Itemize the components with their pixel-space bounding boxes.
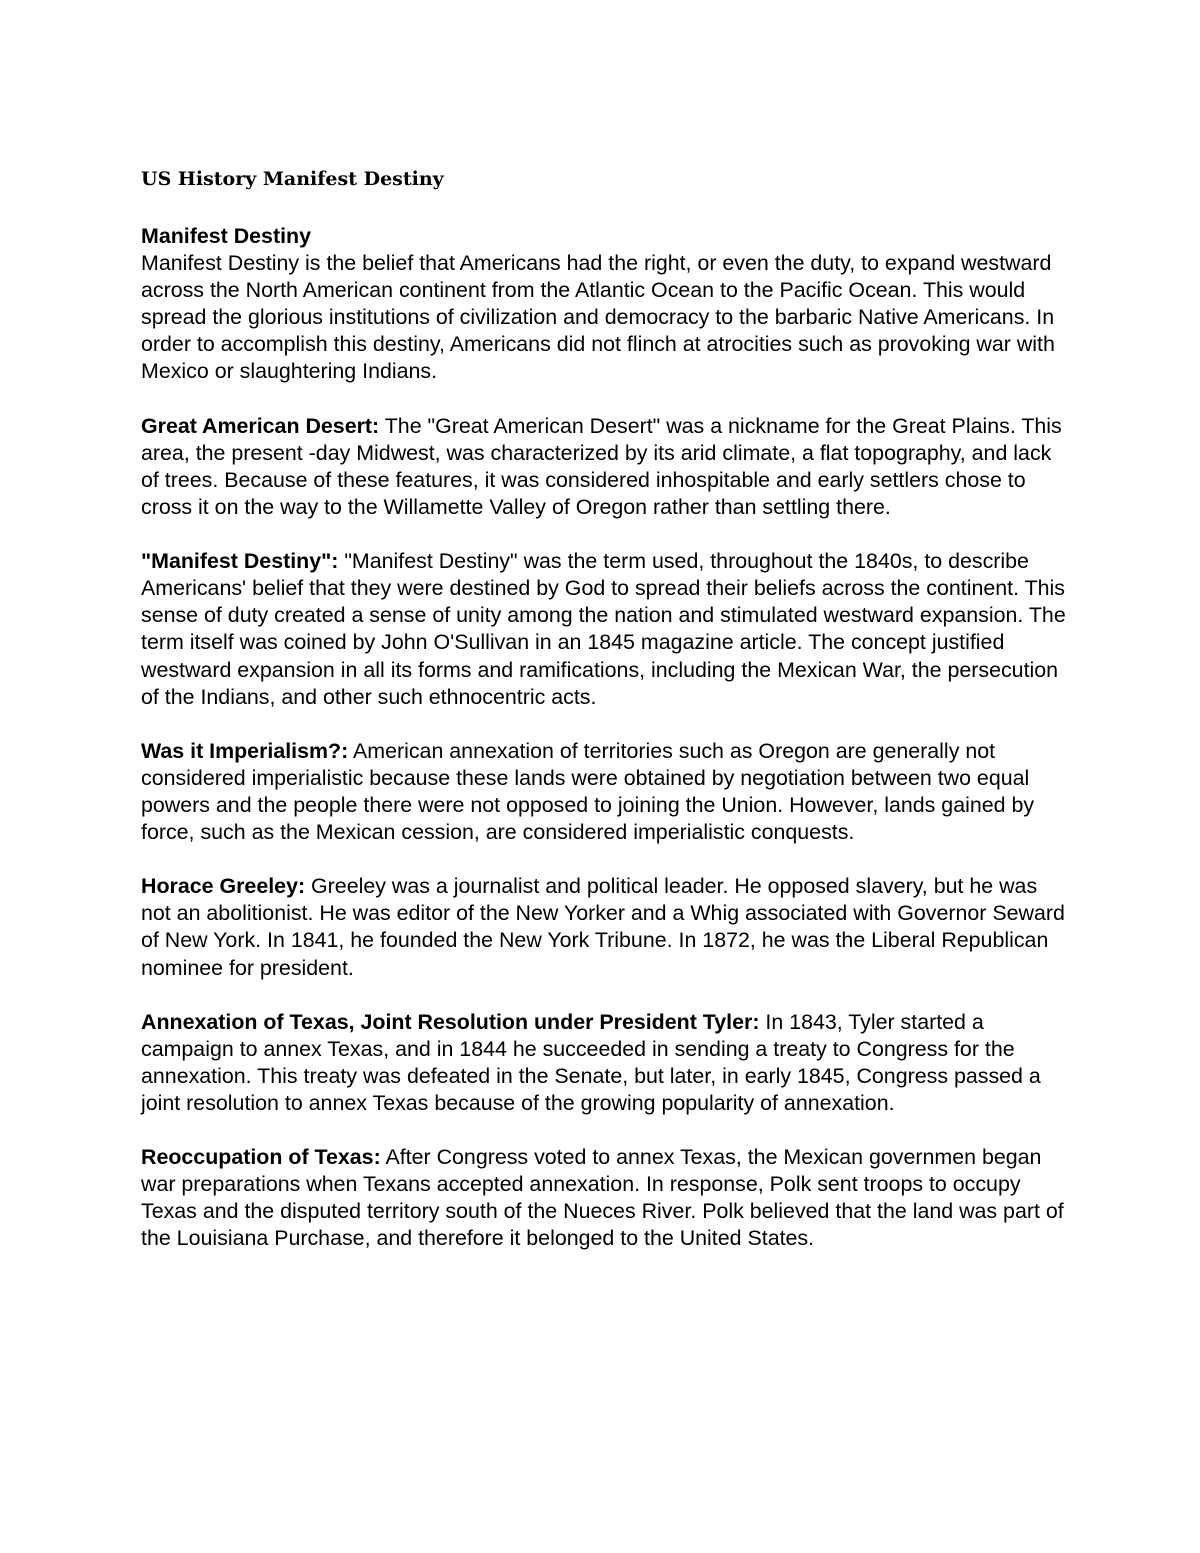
entry-term: Reoccupation of Texas: bbox=[141, 1145, 381, 1170]
entry-term: Horace Greeley: bbox=[141, 874, 306, 899]
entry-term: Annexation of Texas, Joint Resolution under President Tyler: bbox=[141, 1009, 760, 1034]
entry-term: "Manifest Destiny": bbox=[141, 549, 339, 574]
entry-text: Greeley was a journalist and political leader. He opposed slavery, but he was not an abolitionist. He was editor of the New Yorker and a Whig associated with Governor Seward of New York. In 1841, he founded the New York Tribune. In 1872, he was the Liberal Republican nominee for president. bbox=[141, 874, 1065, 980]
entry-paragraph bbox=[141, 1144, 1066, 1252]
intro-heading: Manifest Destiny bbox=[141, 224, 311, 248]
entry-paragraph bbox=[141, 1009, 1066, 1117]
entry-manifest-destiny-term bbox=[141, 548, 1066, 711]
intro-paragraph: Manifest Destiny is the belief that Americans had the right, or even the duty, to expand westward across the North American continent from the Atlantic Ocean to the Pacific Ocean. This would spread the glorious institutions of civilization and democracy to the barbaric Native Americans. In order to accomplish this destiny, Americans did not flinch at atrocities such as provoking war with Mexico or slaughtering Indians. bbox=[141, 251, 1055, 384]
intro-section bbox=[141, 223, 1066, 386]
entry-annexation-of-texas bbox=[141, 1009, 1066, 1117]
entry-reoccupation-of-texas bbox=[141, 1144, 1066, 1252]
entry-horace-greeley bbox=[141, 873, 1066, 981]
entry-text: After Congress voted to annex Texas, the Mexican governmen began war preparations when Texans accepted annexation. In response, Polk sent troops to occupy Texas and the disputed territory south of the Nueces River. Polk believed that the land was part of the Louisiana Purchase, and therefore it belonged to the United States. bbox=[141, 1145, 1064, 1251]
entry-paragraph bbox=[141, 413, 1066, 521]
entry-text: American annexation of territories such as Oregon are generally not considered imperialistic because these lands were obtained by negotiation between two equal powers and the people there were not opposed to joining the Union. However, lands gained by force, such as the Mexican cession, are considered imperialistic conquests. bbox=[141, 738, 1035, 845]
entry-paragraph bbox=[141, 548, 1066, 711]
entry-term: Was it Imperialism?: bbox=[141, 738, 349, 763]
document-title: US History Manifest Destiny bbox=[141, 168, 444, 190]
document-body bbox=[141, 223, 1066, 1280]
entry-text: The "Great American Desert" was a nickname for the Great Plains. This area, the present -day Midwest, was characterized by its arid climate, a flat topography, and lack of trees. Because of these features, it was considered inhospitable and early settlers chose to cross it on the way to the Willamette Valley of Oregon rather than settling there. bbox=[141, 413, 1062, 519]
entry-great-american-desert bbox=[141, 413, 1066, 521]
entry-paragraph bbox=[141, 873, 1066, 981]
entry-paragraph bbox=[141, 738, 1066, 846]
entry-term: Great American Desert: bbox=[141, 413, 380, 438]
entry-was-it-imperialism bbox=[141, 738, 1066, 846]
entry-text: In 1843, Tyler started a campaign to annex Texas, and in 1844 he succeeded in sending a treaty to Congress for the annexation. This treaty was defeated in the Senate, but later, in early 1845, Congress passed a joint resolution to annex Texas because of the growing popularity of annexation. bbox=[141, 1009, 1041, 1115]
entry-text: "Manifest Destiny" was the term used, throughout the 1840s, to describe Americans' belief that they were destined by God to spread their beliefs across the continent. This sense of duty created a sense of unity among the nation and stimulated westward expansion. The term itself was coined by John O'Sullivan in an 1845 magazine article. The concept justified westward expansion in all its forms and ramifications, including the Mexican War, the persecution of the Indians, and other such ethnocentric acts. bbox=[141, 549, 1066, 709]
